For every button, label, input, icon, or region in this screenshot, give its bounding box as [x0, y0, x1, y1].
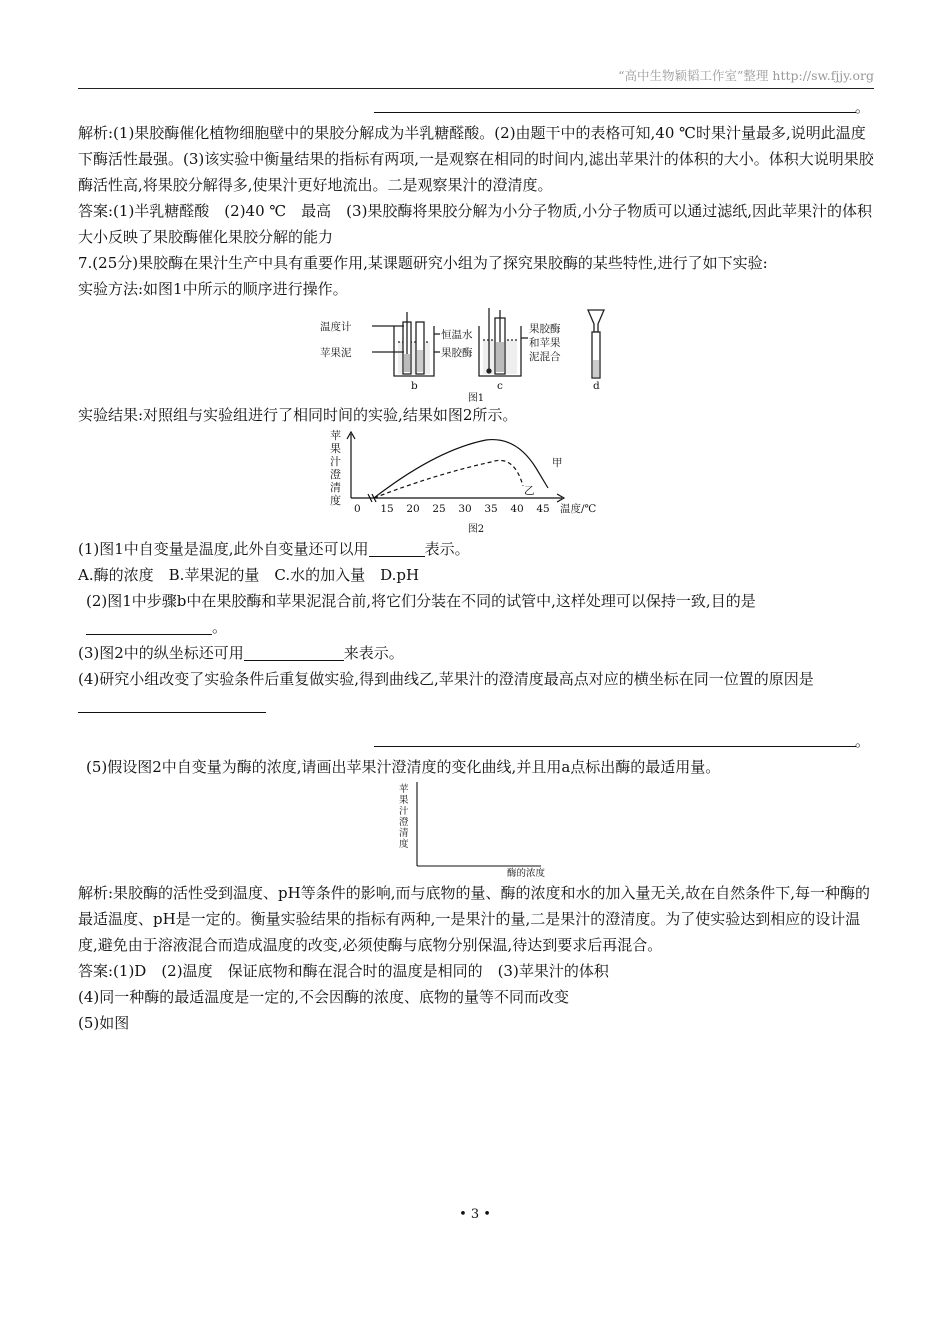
analysis-7: 解析:果胶酶的活性受到温度、pH等条件的影响,而与底物的量、酶的浓度和水的加入量无关,故在自然条件下,每一种酶的最适温度、pH是一定的。衡量实验结果的指标有两种,一是果汁的量,二是果汁的澄清度。为了使实验达到相应的设计温度,避免由于溶液混合而造成温度的改变,必须使酶与底物分别保温,待达到要求后再混合。: [78, 884, 871, 954]
q3-blank[interactable]: [244, 644, 344, 661]
question-7-4: [78, 666, 874, 718]
answer-7-line-1: 答案:(1)D (2)温度 保证底物和酶在混合时的温度是相同的 (3)苹果汁的体积: [78, 962, 609, 980]
fig2-ylabel-6: 度: [330, 494, 341, 507]
question-7-1: [78, 536, 874, 562]
label-d: d: [593, 380, 600, 392]
fig2-tick-15: 15: [380, 503, 394, 515]
q4-blank-2[interactable]: [374, 730, 856, 747]
answer-blank-line: [78, 94, 874, 120]
label-mix-2: 和苹果: [529, 337, 561, 349]
q4-period: 。: [854, 732, 870, 750]
figure-3-blank-axes[interactable]: [381, 780, 571, 880]
fig2-tick-30: 30: [458, 503, 472, 515]
figure-1-caption: 图1: [467, 393, 485, 402]
fig3-ylabel-5: 清: [399, 828, 409, 839]
question-7-5: (5)假设图2中自变量为酶的浓度,请画出苹果汁澄清度的变化曲线,并且用a点标出酶的最适用量。: [86, 758, 721, 776]
figure-2-caption: 图2: [467, 524, 485, 535]
answer-6: 答案:(1)半乳糖醛酸 (2)40 ℃ 最高 (3)果胶酶将果胶分解为小分子物质,小分子物质可以通过滤纸,因此苹果汁的体积大小反映了果胶酶催化果胶分解的能力: [78, 202, 872, 246]
page-content: [78, 94, 874, 1036]
figure-2: [326, 428, 626, 536]
page-header: [78, 66, 874, 89]
question-7-stem: 7.(25分)果胶酶在果汁生产中具有重要作用,某课题研究小组为了探究果胶酶的某些特性,进行了如下实验:: [78, 254, 768, 272]
question-7-options: A.酶的浓度 B.苹果泥的量 C.水的加入量 D.pH: [78, 566, 420, 584]
period: 。: [854, 98, 870, 116]
fig2-ylabel-5: 清: [330, 481, 341, 494]
q2-text-a: (2)图1中步骤b中在果胶酶和苹果泥混合前,将它们分装在不同的试管中,这样处理可以保持一致,目的是: [86, 592, 756, 610]
label-mix-1: 果胶酶: [529, 323, 561, 335]
answer-7-line-2: (4)同一种酶的最适温度是一定的,不会因酶的浓度、底物的量等不同而改变: [78, 988, 570, 1006]
figure-1: [316, 302, 636, 402]
fig3-ylabel-6: 度: [399, 839, 409, 850]
q4-blank-line: [78, 728, 874, 754]
fig3-ylabel-3: 汁: [399, 806, 409, 817]
fig2-ylabel-4: 澄: [330, 468, 341, 481]
fig2-xlabel: 温度/℃: [560, 503, 597, 515]
fig3-ylabel-1: 苹: [399, 784, 409, 795]
fig3-xlabel: 酶的浓度: [507, 868, 546, 879]
q4-blank[interactable]: [78, 696, 266, 713]
label-b: b: [411, 380, 418, 392]
fig2-origin: 0: [354, 503, 361, 515]
fig2-tick-35: 35: [484, 503, 498, 515]
fig2-ylabel-2: 果: [330, 442, 341, 455]
q2-blank[interactable]: [86, 618, 212, 635]
label-apple-mud: 苹果泥: [320, 347, 352, 359]
experiment-method: 实验方法:如图1中所示的顺序进行操作。: [78, 280, 348, 298]
q1-text-b: 表示。: [424, 540, 470, 558]
fill-blank[interactable]: [374, 96, 856, 113]
answer-7-line-3: (5)如图: [78, 1014, 130, 1032]
fig2-series-jia: 甲: [552, 457, 563, 469]
question-7-2: [78, 588, 874, 640]
analysis-6: 解析:(1)果胶酶催化植物细胞壁中的果胶分解成为半乳糖醛酸。(2)由题干中的表格可知,40 ℃时果汁量最多,说明此温度下酶活性最强。(3)该实验中衡量结果的指标有两项,一是观察在相同的时间内,滤出苹果汁的体积的大小。体积大说明果胶酶活性高,将果胶分解得多,使果汁更好地流出。二是观察果汁的澄清度。: [78, 124, 874, 194]
page-number: • 3 •: [459, 1207, 491, 1222]
fig2-ylabel-3: 汁: [330, 455, 341, 468]
q3-text-a: (3)图2中的纵坐标还可用: [78, 644, 244, 662]
fig2-ylabel-1: 苹: [330, 429, 341, 442]
label-water: 恒温水: [441, 329, 473, 341]
experiment-result: 实验结果:对照组与实验组进行了相同时间的实验,结果如图2所示。: [78, 406, 518, 424]
q1-blank[interactable]: [369, 540, 425, 557]
fig2-tick-40: 40: [510, 503, 524, 515]
fig2-tick-45: 45: [536, 503, 550, 515]
header-text: “高中生物颖韬工作室”整理 http://sw.fjjy.org: [618, 68, 874, 83]
fig2-series-yi: 乙: [524, 485, 535, 497]
q4-text: (4)研究小组改变了实验条件后重复做实验,得到曲线乙,苹果汁的澄清度最高点对应的横坐标在同一位置的原因是: [78, 670, 814, 688]
label-mix-3: 泥混合: [529, 351, 561, 363]
fig2-tick-25: 25: [432, 503, 446, 515]
q2-text-b: 。: [212, 618, 228, 636]
q3-text-b: 来表示。: [343, 644, 404, 662]
label-thermometer: 温度计: [320, 321, 352, 333]
label-c: c: [497, 380, 503, 392]
label-pectinase: 果胶酶: [441, 347, 473, 359]
fig2-tick-20: 20: [406, 503, 420, 515]
fig3-ylabel-4: 澄: [399, 817, 409, 828]
question-7-3: [78, 640, 874, 666]
fig3-ylabel-2: 果: [399, 795, 409, 806]
q1-text-a: (1)图1中自变量是温度,此外自变量还可以用: [78, 540, 369, 558]
